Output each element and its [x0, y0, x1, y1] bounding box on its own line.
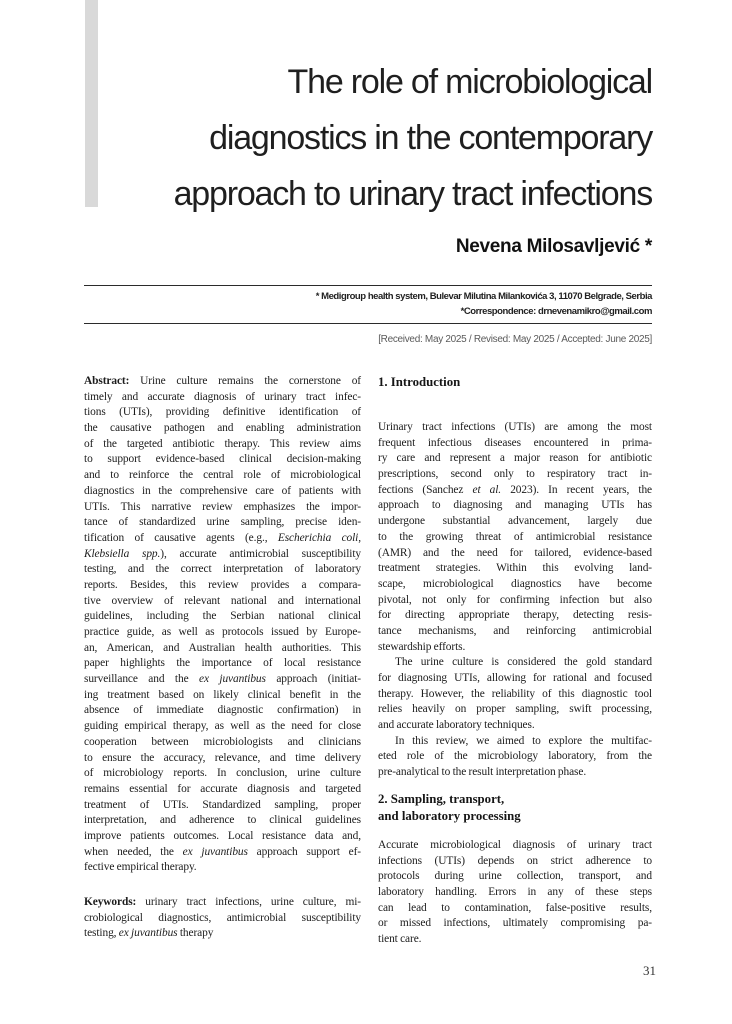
text-line: tive overview of relevant national and international — [84, 594, 361, 607]
text-line: guiding empirical therapy, as well as the need for close — [84, 720, 361, 733]
text-line: surveillance and the ex juvantibus approach (initiat- — [84, 673, 362, 686]
text-line: ing treatment based on likely clinical benefit in the — [84, 688, 361, 701]
text-line: timely and accurate diagnosis of urinary tract infec- — [84, 390, 361, 403]
text-line: to the growing threat of antimicrobial resistance — [378, 530, 652, 543]
text-line: pre-analytical to the result interpretation phase. — [378, 766, 587, 779]
text-line: absence of immediate diagnostic confirmation) in — [84, 704, 361, 717]
text-line: for diagnosing UTIs, allowing for rational and focused — [378, 672, 652, 684]
text-line: can lead to contamination, false-positive results, — [378, 901, 652, 914]
text-line: scape, microbiological diagnostics have become — [378, 577, 652, 590]
title-line: diagnostics in the contemporary — [209, 119, 652, 157]
text-line: approach to diagnosing and managing UTIs has — [378, 499, 652, 512]
affiliation-block — [180, 289, 652, 319]
text-line: fective empirical therapy. — [84, 861, 197, 874]
body-column — [378, 374, 652, 948]
heading-line: 2. Sampling, transport, — [378, 791, 505, 806]
text-line: frequent infectious diseases encountered in prima- — [378, 436, 652, 449]
text-line: of microbiology reports. In conclusion, urine culture — [84, 767, 361, 780]
text-line: treatment of UTIs. Standardized sampling, proper — [84, 798, 361, 811]
intro-heading — [378, 374, 652, 391]
author-name: Nevena Milosavljević * — [455, 236, 652, 257]
text-line: fections (Sanchez et al. 2023). In recent years, the — [378, 483, 652, 496]
intro-paragraph-3 — [378, 734, 652, 781]
section2-heading — [378, 791, 652, 825]
text-line: to ensure the accuracy, relevance, and time delivery — [84, 751, 361, 764]
text-line: practice guide, as well as protocols issued by Europe- — [84, 626, 361, 638]
abstract-column — [84, 374, 361, 942]
text-line: improve patients outcomes. Local resistance data and, — [84, 829, 361, 842]
text-line: prescriptions, second only to respiratory tract in- — [378, 468, 652, 481]
text-line: and to reinforce the central role of microbiological — [84, 469, 361, 482]
text-line: and accurate laboratory techniques. — [378, 719, 535, 732]
affiliation-divider-bottom — [84, 323, 652, 324]
keywords-paragraph — [84, 895, 361, 942]
correspondence-line: *Correspondence: drnevenamikro@gmail.com — [460, 306, 652, 317]
text-line: testing, and the correct interpretation of laboratory — [84, 563, 361, 576]
text-line: therapy. However, the reliability of this diagnostic tool — [378, 687, 652, 700]
intro-paragraph-2 — [378, 655, 652, 733]
text-line: when needed, the ex juvantibus approach support ef- — [84, 845, 361, 858]
text-line: Klebsiella spp.), accurate antimicrobial susceptibility — [84, 547, 361, 560]
text-line: testing, ex juvantibus therapy — [84, 927, 214, 940]
text-line: tification of causative agents (e.g., Escherichia coli, — [84, 531, 361, 544]
text-line: eted role of the microbiology laboratory, from the — [378, 750, 652, 763]
text-line: cooperation between microbiologists and clinicians — [84, 735, 361, 748]
affiliation-divider-top — [84, 285, 652, 286]
text-line: Urinary tract infections (UTIs) are among the most — [378, 421, 652, 433]
text-line: undergone substantial advancement, largely due — [378, 515, 652, 528]
text-line: guidelines, including the Serbian national clinical — [84, 610, 361, 623]
text-line: the causative pathogen and enabling administration — [84, 422, 361, 435]
text-line: an, American, and Australian health authorities. This — [84, 641, 361, 654]
text-line: tient care. — [378, 932, 422, 945]
text-line: paper highlights the importance of local resistance — [84, 657, 361, 670]
text-line: pivotal, not only for confirming infection but also — [378, 593, 652, 606]
text-line: laboratory handling. Errors in any of these steps — [378, 885, 652, 898]
text-line: Keywords: urinary tract infections, urine culture, mi- — [84, 896, 361, 908]
text-line: Abstract: Urine culture remains the cornerstone of — [84, 375, 361, 387]
text-line: Accurate microbiological diagnosis of urinary tract — [378, 838, 652, 851]
text-line: treatment strategies. Within this evolving land- — [378, 562, 652, 575]
text-line: tance of standardized urine sampling, precise iden- — [84, 516, 361, 529]
text-line: ry care and represent a major reason for antibiotic — [378, 452, 652, 465]
text-line: protocols during urine collection, transport, and — [378, 870, 652, 883]
text-line: (AMR) and the need for tailored, evidence-based — [378, 546, 652, 559]
text-line: tance mechanisms, and reinforcing antimicrobial — [378, 624, 652, 637]
page-number: 31 — [643, 963, 656, 978]
article-title — [40, 54, 652, 222]
text-line: In this review, we aimed to explore the multifac- — [395, 734, 652, 747]
intro-paragraph-1 — [378, 420, 652, 655]
section2-paragraph — [378, 838, 652, 948]
heading-line: and laboratory processing — [378, 808, 521, 823]
text-line: UTIs. This narrative review emphasizes the impor- — [84, 500, 361, 513]
text-line: relies heavily on proper sampling, swift processing, — [378, 703, 652, 716]
affiliation-line: * Medigroup health system, Bulevar Milutina Milankovića 3, 11070 Belgrade, Serbia — [315, 291, 652, 302]
text-line: interpretation, and adherence to clinical guidelines — [84, 814, 361, 827]
text-line: tions (UTIs), providing definitive identification of — [84, 406, 361, 419]
title-line: The role of microbiological — [287, 63, 652, 101]
text-line: crobiological diagnostics, antimicrobial susceptibility — [84, 911, 361, 924]
received-revised-accepted: [Received: May 2025 / Revised: May 2025 / Accepted: June 2025] — [378, 334, 652, 345]
title-line: approach to urinary tract infections — [173, 175, 652, 213]
heading-line: 1. Introduction — [378, 375, 461, 389]
text-line: stewardship efforts. — [378, 640, 466, 653]
text-line: reports. Besides, this review provides a compara- — [84, 578, 361, 591]
text-line: or missed infections, ultimately compromising pa- — [378, 917, 652, 930]
text-line: remains essential for accurate diagnosis and targeted — [84, 782, 361, 795]
text-line: diagnostics in the comprehensive care of patients with — [84, 484, 361, 497]
text-line: to support evidence-based clinical decision-making — [84, 453, 361, 466]
text-line: The urine culture is considered the gold standard — [395, 656, 652, 669]
text-line: of the targeted antibiotic therapy. This review aims — [84, 437, 361, 450]
text-line: for directing appropriate therapy, detecting resis- — [378, 609, 652, 622]
text-line: infections (UTIs) depends on strict adherence to — [378, 854, 652, 867]
abstract-paragraph — [84, 374, 361, 876]
